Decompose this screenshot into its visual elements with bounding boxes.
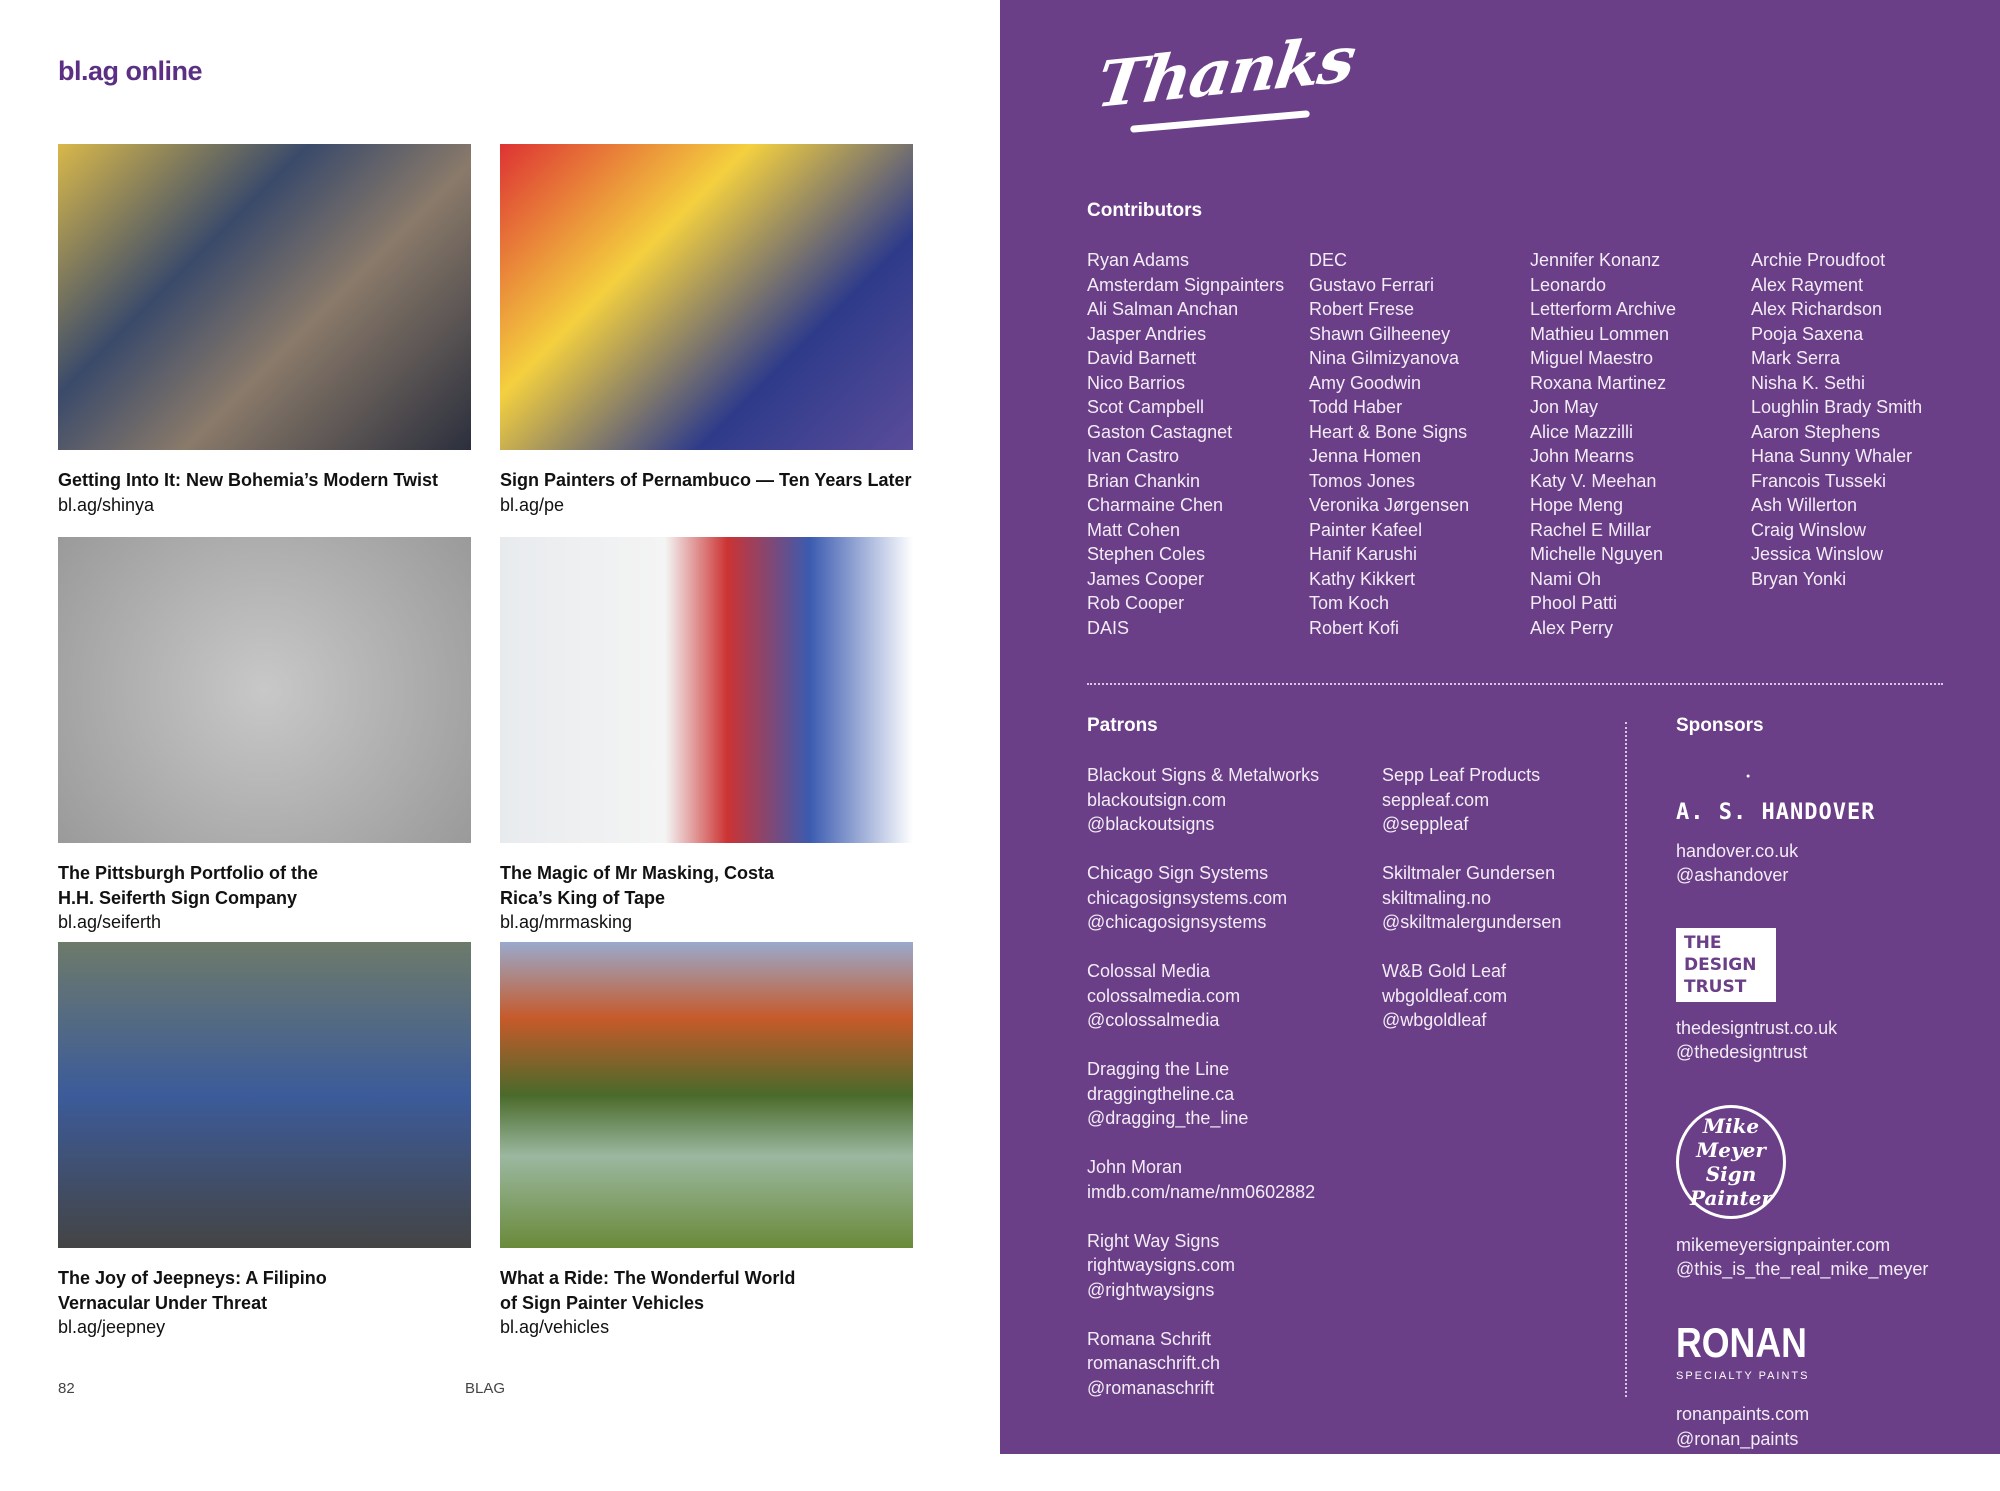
article-title[interactable]: Sign Painters of Pernambuco — Ten Years Later [500,470,912,490]
article-url[interactable]: bl.ag/seiferth [58,912,162,932]
contributor-name: Gaston Castagnet [1087,421,1233,442]
sponsor-entry [1676,1105,1976,1282]
patron-link[interactable]: @romanaschrift [1087,1377,1215,1398]
patron-entry [1087,763,1319,837]
patron-name: Colossal Media [1087,961,1211,981]
contributor-name: Veronika Jørgensen [1309,495,1470,515]
contributor-name: Miguel Maestro [1530,348,1654,368]
contributor-name: Loughlin Brady Smith [1751,397,1923,417]
contributor-name: Amsterdam Signpainters [1087,274,1285,295]
article-url[interactable]: bl.ag/shinya [58,494,155,515]
article-image[interactable] [500,942,913,1248]
contributor-name: Scot Campbell [1087,397,1205,417]
article-image[interactable] [58,942,471,1248]
patron-entry [1382,763,1561,837]
contributor-name: Rob Cooper [1087,593,1185,613]
contributor-name: Jenna Homen [1309,446,1422,466]
sponsors-heading: Sponsors [1676,715,1764,736]
patrons-heading: Patrons [1087,715,1158,736]
contributors-column [1530,248,1676,640]
article-card[interactable] [500,144,913,517]
patron-link[interactable]: @blackoutsigns [1087,814,1215,834]
patron-link[interactable]: @dragging_the_line [1087,1108,1249,1128]
contributor-name: Nico Barrios [1087,372,1186,393]
patron-link[interactable]: @skiltmalergundersen [1382,912,1562,932]
sponsor-link[interactable]: @this_is_the_real_mike_meyer [1676,1259,1929,1279]
contributor-name: Charmaine Chen [1087,495,1224,515]
contributor-name: Matt Cohen [1087,519,1181,540]
contributor-name: Letterform Archive [1530,299,1677,319]
patron-link[interactable]: colossalmedia.com [1087,985,1241,1006]
article-card[interactable] [58,942,471,1340]
patron-name: Right Way Signs [1087,1230,1220,1251]
contributor-name: Hanif Karushi [1309,544,1418,564]
sponsor-link[interactable]: ronanpaints.com [1676,1404,1810,1424]
section-title: bl.ag online [58,56,203,86]
patron-link[interactable]: rightwaysigns.com [1087,1255,1236,1275]
contributor-name: Alex Perry [1530,617,1614,638]
article-url[interactable]: bl.ag/pe [500,494,565,515]
contributor-name: John Mearns [1530,446,1635,466]
contributor-name: Bryan Yonki [1751,568,1847,589]
contributor-name: Heart & Bone Signs [1309,421,1468,442]
sponsor-entry [1676,1318,1976,1452]
patron-name: W&B Gold Leaf [1382,961,1507,981]
contributors-column [1751,248,1922,591]
contributor-name: Phool Patti [1530,593,1618,613]
patron-link[interactable]: draggingtheline.ca [1087,1083,1235,1104]
contributor-name: Ivan Castro [1087,446,1180,466]
patron-link[interactable]: @colossalmedia [1087,1010,1220,1030]
patron-name: Skiltmaler Gundersen [1382,863,1556,883]
contributor-name: Jennifer Konanz [1530,250,1661,270]
contributor-name: Ali Salman Anchan [1087,299,1239,319]
patron-link[interactable]: @rightwaysigns [1087,1279,1215,1300]
patron-link[interactable]: @chicagosignsystems [1087,912,1267,932]
article-title[interactable]: Getting Into It: New Bohemia’s Modern Twist [58,470,439,490]
patron-link[interactable]: @seppleaf [1382,814,1469,834]
contributor-name: Alice Mazzilli [1530,421,1634,442]
patron-name: Chicago Sign Systems [1087,863,1269,883]
patron-name: Romana Schrift [1087,1328,1212,1349]
contributor-name: Gustavo Ferrari [1309,274,1435,295]
contributor-name: Aaron Stephens [1751,421,1881,442]
contributor-name: DAIS [1087,617,1130,638]
patrons-column [1382,763,1561,1057]
patron-name: Dragging the Line [1087,1059,1230,1079]
contributor-name: David Barnett [1087,348,1197,368]
sponsor-link[interactable]: @thedesigntrust [1676,1042,1808,1062]
contributor-name: Jessica Winslow [1751,544,1884,564]
article-title[interactable]: The Joy of Jeepneys: A Filipino Vernacular Under Threat [58,1268,327,1313]
article-url[interactable]: bl.ag/vehicles [500,1317,610,1337]
contributor-name: Tomos Jones [1309,470,1416,491]
contributor-name: Nisha K. Sethi [1751,372,1866,393]
page-number: 82 [58,1380,75,1397]
sponsor-logo-subtext: SPECIALTY PAINTS [1676,1369,1810,1382]
contributor-name: Pooja Saxena [1751,323,1864,344]
article-card[interactable] [58,537,471,935]
sponsor-logo-text: Mike Meyer Sign Painter [1676,1105,1786,1219]
article-caption [58,1266,471,1340]
article-title[interactable]: The Pittsburgh Portfolio of the H.H. Seiferth Sign Company [58,863,318,908]
sponsor-entry [1676,765,1976,888]
sponsor-logo: ● A. S. HANDOVER [1676,765,1976,825]
contributor-name: Alex Rayment [1751,274,1864,295]
contributor-name: Alex Richardson [1751,299,1883,319]
patron-link[interactable]: seppleaf.com [1382,789,1490,810]
article-image[interactable] [58,537,471,843]
article-caption [58,861,471,935]
contributor-name: Todd Haber [1309,397,1403,417]
sponsor-link[interactable]: mikemeyersignpainter.com [1676,1234,1891,1255]
contributor-name: Francois Tusseki [1751,470,1887,491]
contributor-name: Michelle Nguyen [1530,544,1664,564]
contributor-name: Leonardo [1530,274,1607,295]
article-caption [500,1266,913,1340]
divider [1087,683,1943,685]
sponsor-link[interactable]: handover.co.uk [1676,840,1799,861]
contributor-name: DEC [1309,250,1348,270]
article-url[interactable]: bl.ag/mrmasking [500,912,633,932]
article-image[interactable] [500,144,913,450]
sponsor-link[interactable]: @ronan_paints [1676,1428,1799,1449]
contributors-column [1309,248,1469,640]
patron-link[interactable]: wbgoldleaf.com [1382,985,1508,1006]
contributor-name: Roxana Martinez [1530,372,1667,393]
sponsor-logo [1676,1318,1976,1389]
footer-label: BLAG [465,1380,506,1397]
sponsor-entry [1676,928,1976,1065]
contributor-name: Brian Chankin [1087,470,1201,491]
patron-entry [1382,861,1561,935]
sponsor-logo-text: THE DESIGN TRUST [1676,928,1776,1002]
contributor-name: Tom Koch [1309,593,1390,613]
contributor-name: Hope Meng [1530,495,1624,515]
patron-link[interactable]: chicagosignsystems.com [1087,887,1288,908]
contributor-name: Nami Oh [1530,568,1602,589]
patron-entry [1087,1229,1319,1303]
patrons-column [1087,763,1319,1425]
contributor-name: Robert Kofi [1309,617,1400,638]
article-card[interactable] [500,942,913,1340]
contributor-name: Hana Sunny Whaler [1751,446,1913,466]
article-card[interactable] [500,537,913,935]
patron-entry [1087,959,1319,1033]
patron-link[interactable]: @wbgoldleaf [1382,1010,1487,1030]
contributor-name: James Cooper [1087,568,1205,589]
contributors-column [1087,248,1284,640]
article-image[interactable] [58,144,471,450]
patron-link[interactable]: romanaschrift.ch [1087,1353,1221,1373]
patron-link[interactable]: blackoutsign.com [1087,789,1227,810]
patron-name: Blackout Signs & Metalworks [1087,765,1320,785]
contributors-heading: Contributors [1087,200,1203,221]
contributor-name: Amy Goodwin [1309,372,1422,393]
patron-name: Sepp Leaf Products [1382,765,1541,785]
contributor-name: Robert Frese [1309,299,1415,319]
contributor-name: Shawn Gilheeney [1309,323,1451,344]
patron-entry [1087,1057,1319,1131]
contributor-name: Rachel E Millar [1530,519,1652,540]
contributor-name: Painter Kafeel [1309,519,1423,540]
contributor-name: Mathieu Lommen [1530,323,1670,344]
article-caption [58,468,471,517]
right-page [1000,0,2000,1454]
contributor-name: Ash Willerton [1751,495,1858,515]
sponsor-logo-text: A. S. HANDOVER [1676,799,1876,825]
patron-entry [1087,1327,1319,1401]
article-caption [500,468,913,517]
contributor-name: Jon May [1530,397,1599,417]
sponsor-link[interactable]: thedesigntrust.co.uk [1676,1017,1838,1038]
sponsor-link[interactable]: @ashandover [1676,865,1789,885]
contributor-name: Jasper Andries [1087,323,1207,344]
article-url[interactable]: bl.ag/jeepney [58,1317,166,1337]
left-page [0,0,1000,1454]
contributor-name: Ryan Adams [1087,250,1190,270]
sponsor-logo-text: RONAN [1676,1318,1807,1366]
thanks-script-heading: Thanks [1092,22,1359,124]
article-title[interactable]: What a Ride: The Wonderful World of Sign Painter Vehicles [500,1268,796,1313]
contributor-name: Katy V. Meehan [1530,470,1657,491]
patron-link[interactable]: skiltmaling.no [1382,887,1492,908]
patron-link[interactable]: imdb.com/name/nm0602882 [1087,1181,1316,1202]
sponsor-logo [1676,1105,1976,1219]
article-caption [500,861,913,935]
article-title[interactable]: The Magic of Mr Masking, Costa Rica’s King of Tape [500,863,775,908]
contributor-name: Archie Proudfoot [1751,250,1886,270]
patron-entry [1087,1155,1319,1204]
patron-entry [1382,959,1561,1033]
article-card[interactable] [58,144,471,517]
contributor-name: Craig Winslow [1751,519,1867,540]
contributor-name: Kathy Kikkert [1309,568,1416,589]
patron-name: John Moran [1087,1157,1183,1177]
contributor-name: Mark Serra [1751,348,1841,368]
sponsor-logo [1676,928,1976,1002]
contributor-name: Nina Gilmizyanova [1309,348,1460,368]
patron-entry [1087,861,1319,935]
contributor-name: Stephen Coles [1087,544,1206,564]
article-image[interactable] [500,537,913,843]
divider-vertical [1625,722,1627,1397]
